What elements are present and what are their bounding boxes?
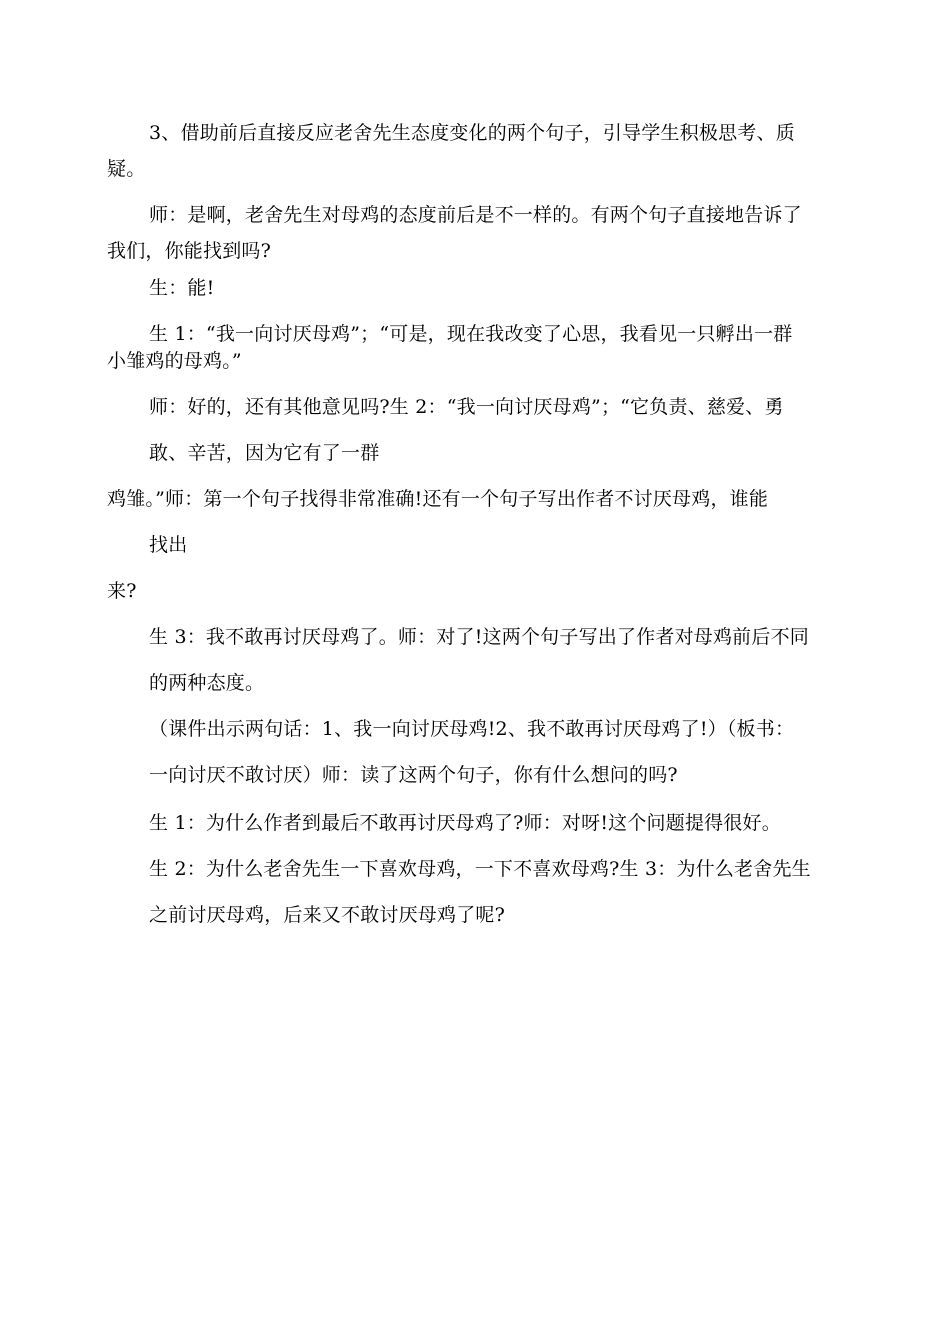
text-line: 3、借助前后直接反应老舍先生态度变化的两个句子，引导学生积极思考、质 bbox=[149, 122, 795, 144]
text-line: 生 3：我不敢再讨厌母鸡了。师：对了!这两个句子写出了作者对母鸡前后不同 bbox=[149, 626, 809, 648]
text-line: 我们，你能找到吗? bbox=[107, 240, 271, 262]
text-line: （课件出示两句话：1、我一向讨厌母鸡!2、我不敢再讨厌母鸡了!）（板书： bbox=[149, 718, 795, 740]
text-line: 生：能! bbox=[149, 277, 215, 299]
text-line: 生 1：“我一向讨厌母鸡”；“可是，现在我改变了心思，我看见一只孵出一群 bbox=[149, 323, 793, 345]
text-line: 找出 bbox=[149, 534, 188, 556]
text-line: 来? bbox=[107, 580, 137, 602]
text-line: 疑。 bbox=[107, 158, 146, 180]
text-line: 师：好的，还有其他意见吗?生 2：“我一向讨厌母鸡”；“它负责、慈爱、勇 bbox=[149, 396, 784, 418]
text-line: 敢、辛苦，因为它有了一群 bbox=[149, 442, 380, 464]
text-line: 小雏鸡的母鸡。” bbox=[107, 350, 242, 372]
text-line: 之前讨厌母鸡，后来又不敢讨厌母鸡了呢? bbox=[149, 904, 505, 926]
text-line: 生 2：为什么老舍先生一下喜欢母鸡，一下不喜欢母鸡?生 3：为什么老舍先生 bbox=[149, 858, 811, 880]
text-line: 鸡雏。”师：第一个句子找得非常准确!还有一个句子写出作者不讨厌母鸡，谁能 bbox=[107, 488, 769, 510]
text-line: 生 1：为什么作者到最后不敢再讨厌母鸡了?师：对呀!这个问题提得很好。 bbox=[149, 812, 781, 834]
text-line: 一向讨厌不敢讨厌）师：读了这两个句子，你有什么想问的吗? bbox=[149, 764, 678, 786]
text-line: 师：是啊，老舍先生对母鸡的态度前后是不一样的。有两个句子直接地告诉了 bbox=[149, 204, 802, 226]
text-line: 的两种态度。 bbox=[149, 672, 265, 694]
